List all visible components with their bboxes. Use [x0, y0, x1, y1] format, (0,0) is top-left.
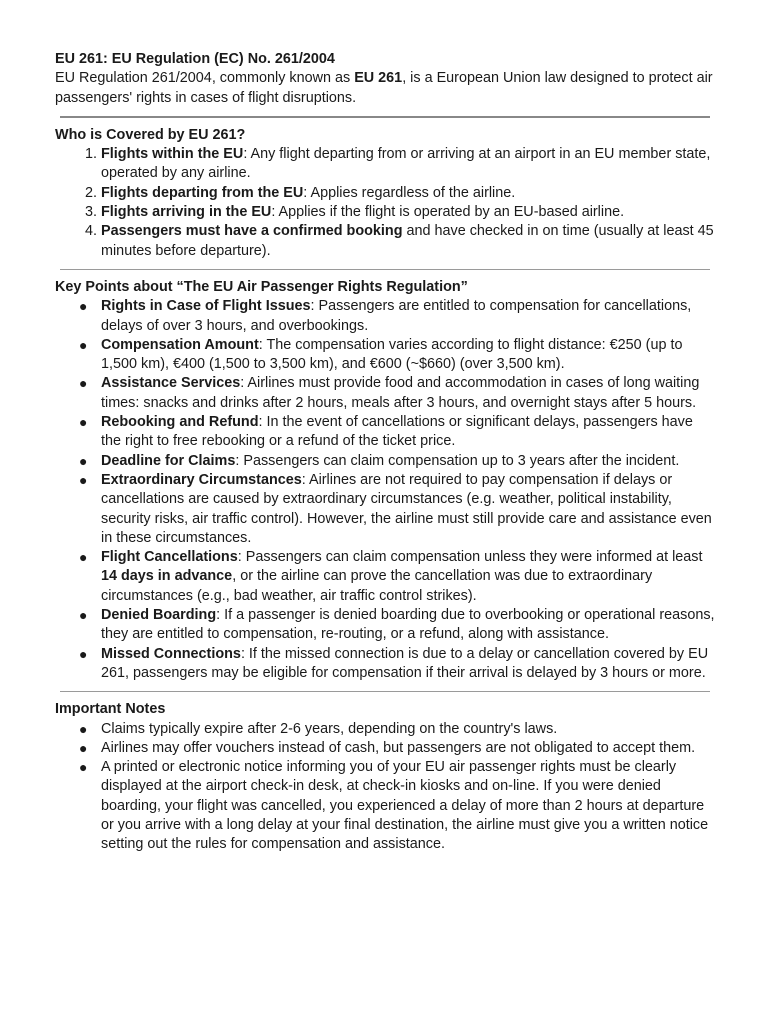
list-item [79, 720, 715, 739]
item-term-emphasis: 14 days in advance [101, 568, 233, 585]
bullet-icon: ● [79, 739, 88, 756]
item-text: and have checked in on time (usually at least 45 minutes before departure). [101, 223, 714, 259]
item-term: Denied Boarding [101, 607, 217, 624]
item-term: Rebooking and Refund [101, 414, 259, 431]
list-item [79, 336, 715, 375]
bullet-icon: ● [79, 452, 88, 469]
bullet-icon: ● [79, 471, 88, 488]
item-text: : Passengers can claim compensation up to 3 years after the incident. [235, 452, 680, 469]
list-item [79, 645, 715, 684]
item-text: : Passengers can claim compensation unless they were informed at least [237, 549, 703, 566]
list-item [79, 471, 715, 548]
list-item [79, 739, 715, 758]
list-item [101, 222, 715, 261]
item-text: Airlines may offer vouchers instead of cash, but passengers are not obligated to accept them. [101, 739, 696, 756]
bullet-icon: ● [79, 549, 88, 566]
list-item [79, 548, 715, 606]
item-term: Flights arriving in the EU [101, 204, 272, 221]
notes-list [55, 720, 715, 855]
intro-text-bold: EU 261 [354, 70, 403, 87]
bullet-icon: ● [79, 720, 88, 737]
intro-paragraph [55, 69, 715, 108]
section-divider [60, 116, 710, 118]
item-text: : Passengers are entitled to compensation for cancellations, delays of over 3 hours, and overbookings. [101, 298, 692, 334]
item-text: : Applies regardless of the airline. [303, 184, 516, 201]
bullet-icon: ● [79, 298, 88, 315]
bullet-icon: ● [79, 645, 88, 662]
item-term: Missed Connections [101, 645, 241, 662]
list-item [79, 758, 715, 854]
item-term: Extraordinary Circumstances [101, 471, 302, 488]
covered-list [55, 145, 715, 261]
list-item [79, 452, 715, 471]
intro-text-post: , is a European Union law designed to protect air passengers' rights in cases of flight disruptions. [55, 70, 713, 106]
item-text: : If the missed connection is due to a delay or cancellation covered by EU 261, passengers may be eligible for compensation if their arrival is delayed by 3 hours or more. [101, 645, 709, 681]
list-item [79, 297, 715, 336]
key-points-heading: Key Points about “The EU Air Passenger Rights Regulation” [55, 278, 468, 295]
list-item [101, 203, 715, 222]
list-item [79, 413, 715, 452]
list-item [101, 184, 715, 203]
item-text: : Applies if the flight is operated by an EU-based airline. [271, 204, 625, 221]
bullet-icon: ● [79, 759, 88, 776]
list-item [101, 145, 715, 184]
covered-heading: Who is Covered by EU 261? [55, 126, 246, 143]
intro-text-pre: EU Regulation 261/2004, commonly known as [55, 70, 355, 87]
bullet-icon: ● [79, 414, 88, 431]
item-term: Deadline for Claims [101, 452, 236, 469]
bullet-icon: ● [79, 607, 88, 624]
item-term: Flights within the EU [101, 146, 244, 163]
item-term: Flight Cancellations [101, 549, 238, 566]
item-text-continued: , or the airline can prove the cancellation was due to extraordinary circumstances (e.g., bad weather, air traffic control strikes). [101, 568, 653, 604]
key-points-list [55, 297, 715, 683]
item-term: Flights departing from the EU [101, 184, 304, 201]
item-text: : Airlines are not required to pay compensation if delays or cancellations are caused by extraordinary circumstances (e.g. weather, political instability, security risks, air traffic control). However, the airline must still provide care and assistance even in these circumstances. [101, 471, 712, 546]
document-page [55, 50, 715, 855]
item-text: : In the event of cancellations or significant delays, passengers have the right to free rebooking or a refund of the ticket price. [101, 414, 693, 450]
item-term: Passengers must have a confirmed booking [101, 223, 403, 240]
item-text: Claims typically expire after 2-6 years, depending on the country's laws. [101, 720, 558, 737]
list-item [79, 606, 715, 645]
bullet-icon: ● [79, 375, 88, 392]
item-text: : Airlines must provide food and accommodation in cases of long waiting times: snacks and drinks after 2 hours, meals after 3 hours, and overnight stays after 5 hours. [101, 375, 700, 411]
item-text: : Any flight departing from or arriving at an airport in an EU member state, operated by any airline. [101, 146, 711, 182]
item-text: A printed or electronic notice informing you of your EU air passenger rights must be clearly displayed at the airport check-in desk, at check-in kiosks and on-line. If you were denied boarding, your flight was cancelled, you experienced a delay of more than 2 hours at departure or you arrive with a long delay at your final destination, the airline must give you a written notice setting out the rules for compensation and assistance. [101, 759, 709, 853]
document-title: EU 261: EU Regulation (EC) No. 261/2004 [55, 51, 335, 67]
notes-heading: Important Notes [55, 701, 166, 718]
item-text: : If a passenger is denied boarding due to overbooking or operational reasons, they are entitled to compensation, re-routing, or a refund, along with assistance. [101, 607, 715, 643]
bullet-icon: ● [79, 336, 88, 353]
item-text: : The compensation varies according to flight distance: €250 (up to 1,500 km), €400 (1,500 to 3,500 km), and €600 (~$660) (over 3,500 km). [101, 336, 683, 373]
section-divider [60, 269, 710, 270]
item-term: Assistance Services [101, 375, 241, 392]
item-term: Compensation Amount [101, 336, 259, 353]
list-item [79, 374, 715, 413]
section-divider [60, 691, 710, 692]
item-term: Rights in Case of Flight Issues [101, 298, 311, 315]
